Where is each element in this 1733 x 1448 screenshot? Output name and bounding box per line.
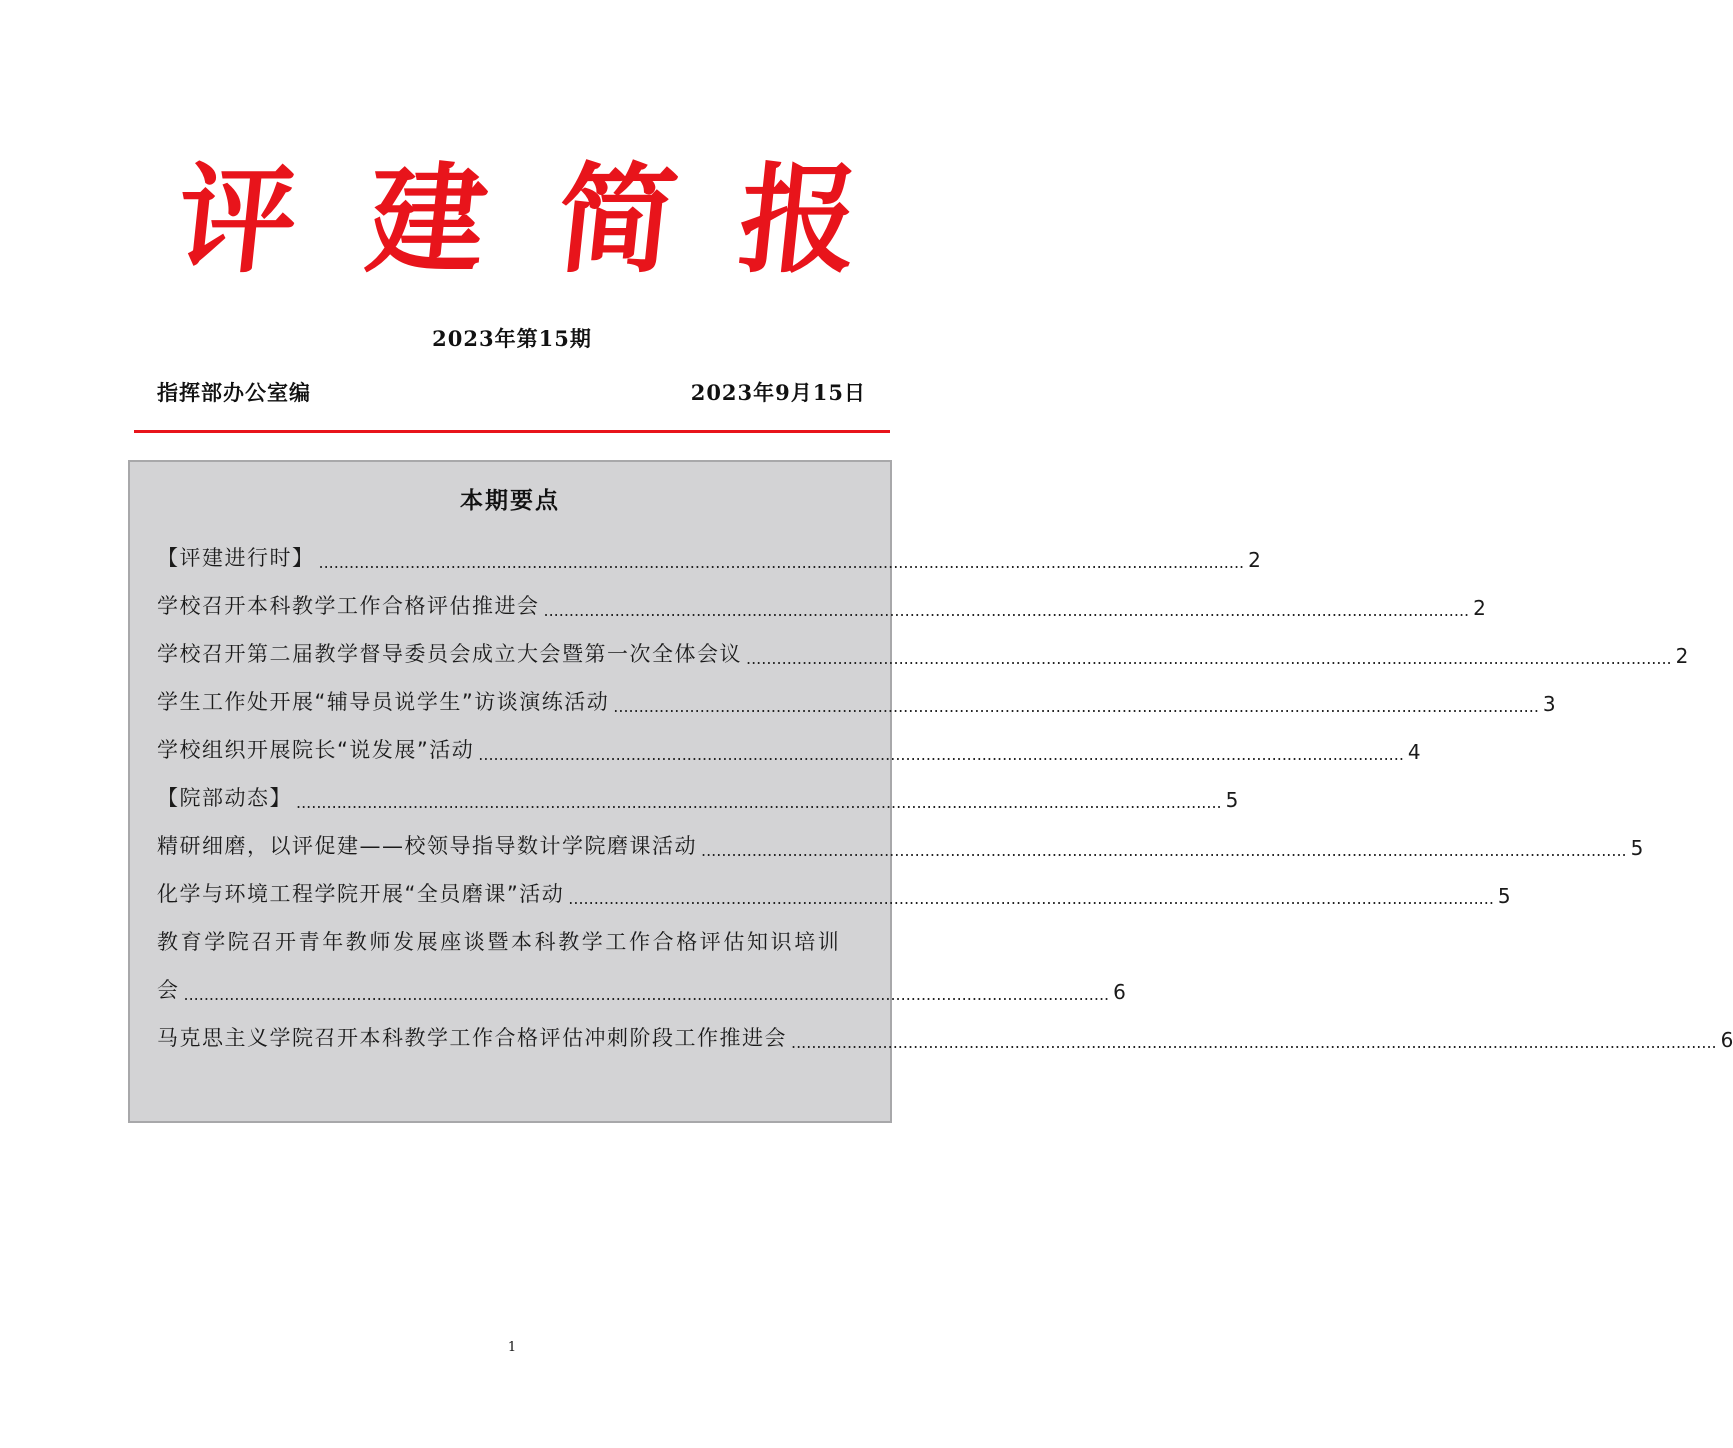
toc-item-label: 马克思主义学院召开本科教学工作合格评估冲刺阶段工作推进会 xyxy=(157,1026,787,1050)
toc-leader-dots: ...................................................................................................................................................................................... xyxy=(296,793,1222,812)
toc-item[interactable] xyxy=(157,578,1486,626)
toc-item-label: 【院部动态】 xyxy=(157,786,292,810)
toc-leader-dots: ...................................................................................................................................................................................... xyxy=(701,841,1627,860)
toc-item-page: 6 xyxy=(1720,1028,1733,1052)
toc-item-page: 6 xyxy=(1113,980,1126,1004)
toc-item[interactable] xyxy=(157,530,1261,578)
header-divider xyxy=(134,430,890,433)
toc-item-label: 【评建进行时】 xyxy=(157,546,315,570)
issue-number: 2023年第15期 xyxy=(432,326,592,351)
masthead-title xyxy=(0,150,1024,290)
toc-leader-dots: ...................................................................................................................................................................................... xyxy=(183,985,1110,1004)
masthead-char-3: 简 xyxy=(550,150,684,289)
toc-item[interactable] xyxy=(157,722,1421,770)
table-of-contents xyxy=(128,460,1733,1123)
toc-item-page: 2 xyxy=(1473,596,1486,620)
toc-item-label: 学校召开第二届教学督导委员会成立大会暨第一次全体会议 xyxy=(157,642,742,666)
masthead-char-4: 报 xyxy=(732,150,866,289)
toc-item-label: 学生工作处开展“辅导员说学生”访谈演练活动 xyxy=(157,690,610,714)
toc-item-page: 5 xyxy=(1497,884,1511,908)
toc-leader-dots: ...................................................................................................................................................................................... xyxy=(613,697,1539,716)
publish-date: 2023年9月15日 xyxy=(690,380,866,405)
toc-item[interactable] xyxy=(157,674,1556,722)
toc-leader-dots: ...................................................................................................................................................................................... xyxy=(478,745,1404,764)
toc-item[interactable] xyxy=(157,866,1511,914)
toc-leader-dots: ...................................................................................................................................................................................... xyxy=(746,649,1672,668)
toc-item-label: 学校召开本科教学工作合格评估推进会 xyxy=(157,594,540,618)
toc-leader-dots: ...................................................................................................................................................................................... xyxy=(543,601,1470,620)
toc-item[interactable] xyxy=(157,1010,1733,1058)
toc-item[interactable] xyxy=(157,626,1689,674)
page-number: 1 xyxy=(507,1340,517,1355)
toc-item-page: 5 xyxy=(1630,836,1644,860)
masthead-char-1: 评 xyxy=(170,150,304,289)
toc-item-page: 4 xyxy=(1407,740,1421,764)
toc-item-page: 3 xyxy=(1542,692,1556,716)
toc-title: 本期要点 xyxy=(460,488,560,514)
toc-item-label: 精研细磨，以评促建——校领导指导数计学院磨课活动 xyxy=(157,834,697,858)
toc-item-label-continued: 会 xyxy=(157,978,180,1002)
toc-item-page: 5 xyxy=(1225,788,1239,812)
toc-item-label: 教育学院召开青年教师发展座谈暨本科教学工作合格评估知识培训 xyxy=(157,930,842,954)
toc-item[interactable] xyxy=(157,818,1644,866)
toc-item[interactable] xyxy=(157,914,1126,1010)
editor-line: 指挥部办公室编 xyxy=(157,381,311,405)
toc-list xyxy=(157,530,1733,1058)
toc-item[interactable] xyxy=(157,770,1239,818)
toc-leader-dots: ...................................................................................................................................................................................... xyxy=(568,889,1494,908)
toc-item-page: 2 xyxy=(1675,644,1689,668)
masthead-char-2: 建 xyxy=(360,150,494,289)
toc-item-page: 2 xyxy=(1248,548,1261,572)
toc-item-label: 学校组织开展院长“说发展”活动 xyxy=(157,738,475,762)
toc-leader-dots: ...................................................................................................................................................................................... xyxy=(318,553,1245,572)
toc-leader-dots: ...................................................................................................................................................................................... xyxy=(791,1033,1717,1052)
toc-item-label: 化学与环境工程学院开展“全员磨课”活动 xyxy=(157,882,565,906)
